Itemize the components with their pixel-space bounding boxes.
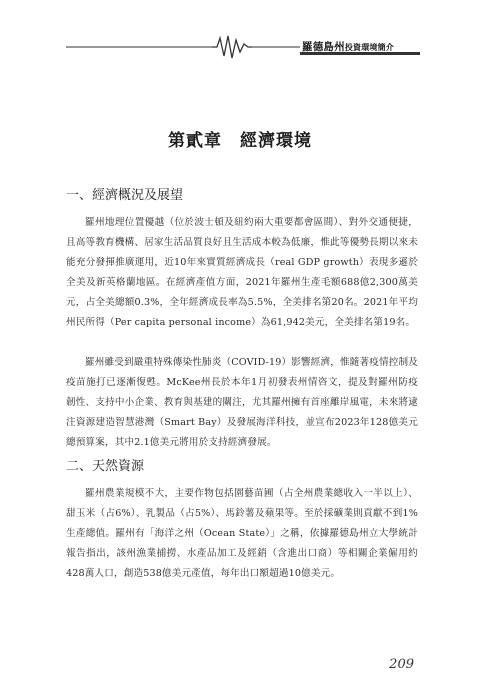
chapter-title	[0, 126, 480, 151]
paragraph-economy-covid: 羅州雖受到嚴重特殊傳染性肺炎（COVID-19）影響經濟，惟隨著疫情控制及疫苗施打已逐漸復甦。McKee州長於本年1月初發表州情咨文，提及對羅州防疫韌性、支持中小企業、教育與基建的關注，尤其羅州擁有首座離岸風電，未來將逮注資源建造智慧港灣（Smart Bay）及發展海洋科技，並宣布2023年128億美元總預算案，其中2.1億美元將用於支持經濟發展。	[66, 357, 418, 448]
header-title-main: 羅德島州	[302, 41, 345, 53]
running-header	[0, 32, 480, 62]
section-heading-economy: 一、經濟概況及展望	[66, 188, 184, 203]
paragraph-economy-overview: 羅州地理位置優越（位於波士頓及紐約兩大重要都會區間）、對外交通便捷，且高等教育機構、居家生活品質良好且生活成本較為低廉，惟此等優勢長期以來未能充分發揮推廣運用，近10年來實質經濟成長（real GDP growth）表現多遜於全美及新英格蘭地區。在經濟產值方面，2021年羅州生產毛額688億2,300萬美元，占全美總額0.3%，全年經濟成長率為5.5%，全美排名第20名。2021年平均州民所得（Per capita personal income）為61,942美元，全美排名第19名。	[66, 217, 418, 328]
chapter-number: 第貳章	[168, 131, 222, 151]
section-heading-natural-resources: 二、天然資源	[66, 459, 145, 474]
heartbeat-line-icon	[0, 32, 480, 62]
header-title-sub: 投資環境簡介	[344, 43, 395, 52]
chapter-name: 經濟環境	[240, 131, 312, 151]
paragraph-natural-resources: 羅州農業規模不大，主要作物包括園藝苗圃（占全州農業總收入一半以上）、甜玉米（占6%）、乳製品（占5%）、馬鈴薯及蘋果等。至於採礦業則貢獻不到1%生產總值。羅州有「海洋之州（Ocean State）」之稱，依據羅德島州立大學統計報告指出，該州漁業捕撈、水產品加工及經銷（含進出口商）等相關企業僱用約428萬人口，創造538億美元產值，每年出口額超過10億美元。	[66, 488, 418, 579]
header-title	[302, 39, 394, 53]
page-number: 209	[389, 657, 414, 672]
